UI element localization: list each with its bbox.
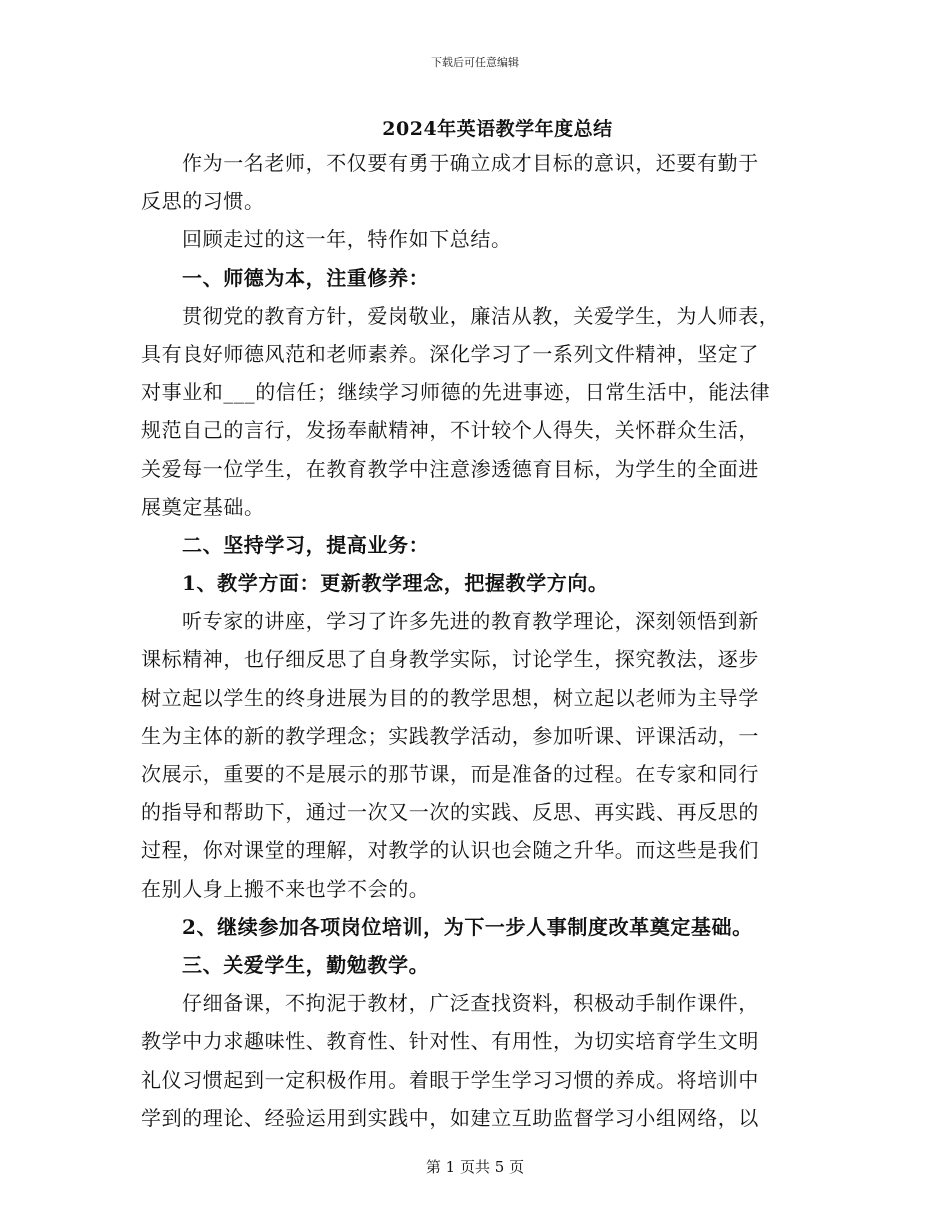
section-heading-line: 一、师德为本，注重修养： — [182, 265, 430, 290]
paragraph-line: 对事业和___的信任；继续学习师德的先进事迹，日常生活中，能法律 — [141, 380, 771, 405]
paragraph-line: 过程，你对课堂的理解，对教学的认识也会随之升华。而这些是我们 — [141, 838, 759, 863]
paragraph-line: 听专家的讲座，学习了许多先进的教育教学理论，深刻领悟到新 — [182, 609, 759, 634]
paragraph-line: 学到的理论、经验运用到实践中，如建立互助监督学习小组网络，以 — [141, 1105, 759, 1130]
paragraph-line: 在别人身上搬不来也学不会的。 — [141, 876, 430, 901]
paragraph-line: 仔细备课，不拘泥于教材，广泛查找资料，积极动手制作课件， — [182, 991, 759, 1016]
section-heading-line: 2、继续参加各项岗位培训，为下一步人事制度改革奠定基础。 — [182, 914, 753, 939]
document-body — [141, 144, 801, 1137]
document-title: 2024年英语教学年度总结 — [382, 118, 613, 140]
paragraph-line: 作为一名老师，不仅要有勇于确立成才目标的意识，还要有勤于 — [182, 151, 759, 175]
paragraph-line: 树立起以学生的终身进展为目的的教学思想，树立起以老师为主导学 — [141, 685, 759, 710]
section-heading-line: 1、教学方面：更新教学理念，把握教学方向。 — [182, 571, 609, 596]
paragraph-line: 规范自己的言行，发扬奉献精神，不计较个人得失，关怀群众生活， — [141, 418, 759, 443]
paragraph-line: 回顾走过的这一年，特作如下总结。 — [182, 227, 512, 252]
section-heading-line: 二、坚持学习，提高业务： — [182, 532, 430, 557]
paragraph-line: 展奠定基础。 — [141, 494, 265, 519]
page-footer: 第 1 页共 5 页 — [425, 1158, 525, 1176]
paragraph-line: 反思的习惯。 — [141, 189, 265, 214]
section-heading-line: 三、关爱学生，勤勉教学。 — [182, 952, 430, 977]
paragraph-line: 的指导和帮助下，通过一次又一次的实践、反思、再实践、再反思的 — [141, 800, 759, 825]
paragraph-line: 礼仪习惯起到一定积极作用。着眼于学生学习习惯的养成。将培训中 — [141, 1067, 759, 1092]
paragraph-line: 生为主体的新的教学理念；实践教学活动，参加听课、评课活动，一 — [141, 723, 759, 748]
paragraph-line: 次展示，重要的不是展示的那节课，而是准备的过程。在专家和同行 — [141, 762, 759, 786]
paragraph-line: 课标精神，也仔细反思了自身教学实际，讨论学生，探究教法，逐步 — [141, 647, 759, 672]
paragraph-line: 关爱每一位学生，在教育教学中注意渗透德育目标，为学生的全面进 — [141, 456, 759, 481]
paragraph-line: 贯彻党的教育方针，爱岗敬业，廉洁从教，关爱学生，为人师表， — [182, 303, 780, 328]
header-note: 下载后可任意编辑 — [431, 56, 519, 69]
paragraph-line: 具有良好师德风范和老师素养。深化学习了一系列文件精神，坚定了 — [141, 341, 759, 366]
paragraph-line: 教学中力求趣味性、教育性、针对性、有用性，为切实培育学生文明 — [141, 1029, 759, 1054]
